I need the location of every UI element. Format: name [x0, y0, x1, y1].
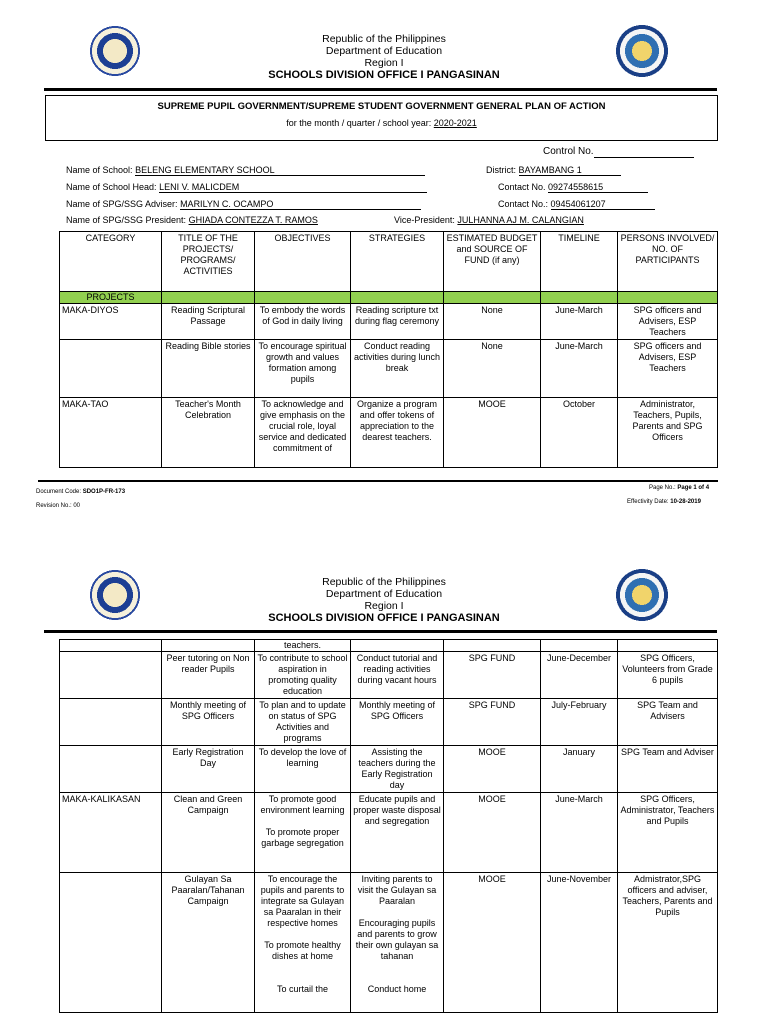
header-rule [44, 88, 717, 91]
header-region: Region I [364, 57, 404, 69]
cell-timeline: June-March [541, 304, 618, 340]
green-cell [618, 292, 718, 304]
letterhead [0, 33, 768, 81]
header-region: Region I [364, 600, 404, 612]
col-header-timeline: TIMELINE [541, 232, 618, 292]
header-republic: Republic of the Philippines [322, 576, 446, 588]
plan-subtitle [46, 118, 717, 128]
cell-budget: MOOE [444, 793, 541, 873]
cell-budget: None [444, 304, 541, 340]
header-rule [44, 630, 717, 633]
cell-budget [444, 640, 541, 652]
col-header-category: CATEGORY [60, 232, 162, 292]
table-row [60, 304, 718, 340]
control-label: Control No. [543, 146, 594, 157]
cell-objectives: To encourage the pupils and parents to integrate sa Gulayan sa Paaralan in their respective homes To promote healthy dishes at home To curtail the [255, 873, 351, 1013]
header-division: SCHOOLS DIVISION OFFICE I PANGASINAN [268, 69, 500, 81]
cell-category: MAKA-TAO [60, 398, 162, 468]
cell-timeline: June-November [541, 873, 618, 1013]
cell-budget: MOOE [444, 398, 541, 468]
green-cell [444, 292, 541, 304]
col-header-strategies: STRATEGIES [351, 232, 444, 292]
green-cell [255, 292, 351, 304]
cell-objectives: To contribute to school aspiration in promoting quality education [255, 652, 351, 699]
adviser-row [66, 199, 421, 210]
cell-objectives: To encourage spiritual growth and values formation among pupils [255, 340, 351, 398]
page-label: Page No.: [649, 485, 678, 491]
cell-budget: SPG FUND [444, 652, 541, 699]
cell-objectives: To acknowledge and give emphasis on the crucial role, loyal service and dedicated commitment of [255, 398, 351, 468]
president-row [66, 215, 318, 225]
vp-value: JULHANNA AJ M. CALANGIAN [457, 215, 584, 225]
cell-persons: SPG Officers, Volunteers from Grade 6 pupils [618, 652, 718, 699]
plan-table-page1 [59, 231, 718, 468]
head-label: Name of School Head: [66, 182, 157, 192]
adviser-value: MARILYN C. OCAMPO [180, 199, 421, 210]
table-row [60, 746, 718, 793]
green-cell [162, 292, 255, 304]
cell-objectives: To plan and to update on status of SPG Activities and programs [255, 699, 351, 746]
cell-timeline: June-December [541, 652, 618, 699]
cell-objectives: To develop the love of learning [255, 746, 351, 793]
green-cell [351, 292, 444, 304]
header-department: Department of Education [325, 45, 443, 57]
president-label: Name of SPG/SSG President: [66, 215, 187, 225]
vp-label: Vice-President: [394, 215, 455, 225]
cell-timeline: July-February [541, 699, 618, 746]
head-value: LENI V. MALICDEM [159, 182, 427, 193]
cell-title: Reading Scriptural Passage [162, 304, 255, 340]
contact2-row [498, 199, 655, 210]
header-division: SCHOOLS DIVISION OFFICE I PANGASINAN [268, 612, 500, 624]
school-head-row [66, 182, 427, 193]
district-label: District: [486, 165, 516, 175]
cell-timeline: June-March [541, 793, 618, 873]
cell-category [60, 873, 162, 1013]
title-box [45, 95, 718, 141]
green-cell [541, 292, 618, 304]
cell-timeline: June-March [541, 340, 618, 398]
cell-persons [618, 640, 718, 652]
school-name-row [66, 165, 425, 176]
president-value: GHIADA CONTEZZA T. RAMOS [188, 215, 318, 225]
cell-title: Monthly meeting of SPG Officers [162, 699, 255, 746]
school-year: 2020-2021 [433, 118, 477, 128]
cell-budget: SPG FUND [444, 699, 541, 746]
subtitle-label: for the month / quarter / school year: [286, 118, 434, 128]
cell-persons: SPG Team and Advisers [618, 699, 718, 746]
contact1-value: 09274558615 [548, 182, 648, 193]
cell-objectives: To promote good environment learning To promote proper garbage segregation [255, 793, 351, 873]
cell-title: Clean and Green Campaign [162, 793, 255, 873]
cell-objectives: To embody the words of God in daily living [255, 304, 351, 340]
cell-strategies [351, 640, 444, 652]
adviser-label: Name of SPG/SSG Adviser: [66, 199, 178, 209]
cell-strategies: Educate pupils and proper waste disposal and segregation [351, 793, 444, 873]
cell-persons: Admistrator,SPG officers and adviser, Teachers, Parents and Pupils [618, 873, 718, 1013]
col-header-objectives: OBJECTIVES [255, 232, 351, 292]
cell-title: Reading Bible stories [162, 340, 255, 398]
cell-strategies: Inviting parents to visit the Gulayan sa Paaralan Encouraging pupils and parents to grow their own gulayan sa tahanan Conduct home [351, 873, 444, 1013]
cell-category [60, 640, 162, 652]
cell-category [60, 746, 162, 793]
cell-strategies: Assisting the teachers during the Early Registration day [351, 746, 444, 793]
cell-persons: SPG officers and Advisers, ESP Teachers [618, 340, 718, 398]
revision-no: Revision No.: 00 [36, 503, 81, 509]
district-row [486, 165, 621, 176]
cell-category: MAKA-KALIKASAN [60, 793, 162, 873]
table-row [60, 699, 718, 746]
cell-budget: None [444, 340, 541, 398]
cell-category: MAKA-DIYOS [60, 304, 162, 340]
cell-budget: MOOE [444, 873, 541, 1013]
cell-category [60, 699, 162, 746]
cell-strategies: Conduct reading activities during lunch break [351, 340, 444, 398]
control-no [543, 146, 694, 158]
col-header-budget: ESTIMATED BUDGET and SOURCE OF FUND (if any) [444, 232, 541, 292]
table-row [60, 793, 718, 873]
document-page-2 [0, 540, 768, 1024]
cell-title: Early Registration Day [162, 746, 255, 793]
contact1-label: Contact No. [498, 182, 546, 192]
footer-rule [38, 480, 718, 482]
cell-title: Peer tutoring on Non reader Pupils [162, 652, 255, 699]
cell-title: Teacher's Month Celebration [162, 398, 255, 468]
letterhead [0, 576, 768, 624]
projects-label: PROJECTS [60, 292, 162, 304]
contact2-label: Contact No.: [498, 199, 549, 209]
cell-persons: SPG officers and Advisers, ESP Teachers [618, 304, 718, 340]
eff-label: Effectivity Date: [627, 499, 671, 505]
col-header-title: TITLE OF THE PROJECTS/ PROGRAMS/ ACTIVITIES [162, 232, 255, 292]
eff-value: 10-28-2019 [670, 499, 701, 505]
cell-budget: MOOE [444, 746, 541, 793]
cell-strategies: Organize a program and offer tokens of appreciation to the dearest teachers. [351, 398, 444, 468]
district-value: BAYAMBANG 1 [519, 165, 621, 176]
cell-objectives: teachers. [255, 640, 351, 652]
contact1-row [498, 182, 648, 193]
cell-timeline: October [541, 398, 618, 468]
doc-code [36, 489, 125, 495]
table-row [60, 640, 718, 652]
table-row [60, 652, 718, 699]
doc-code-label: Document Code: [36, 489, 83, 495]
table-row [60, 340, 718, 398]
contact2-value: 09454061207 [551, 199, 655, 210]
control-no-blank [594, 146, 694, 158]
cell-strategies: Conduct tutorial and reading activities during vacant hours [351, 652, 444, 699]
col-header-persons: PERSONS INVOLVED/ NO. OF PARTICIPANTS [618, 232, 718, 292]
doc-code-value: SDO1P-FR-173 [82, 489, 126, 495]
projects-row [60, 292, 718, 304]
cell-category [60, 652, 162, 699]
vice-president-row [394, 215, 584, 225]
cell-persons: Administrator, Teachers, Pupils, Parents and SPG Officers [618, 398, 718, 468]
cell-persons: SPG Officers, Administrator, Teachers and Pupils [618, 793, 718, 873]
cell-timeline: January [541, 746, 618, 793]
plan-table-page2 [59, 639, 718, 1013]
cell-category [60, 340, 162, 398]
cell-strategies: Monthly meeting of SPG Officers [351, 699, 444, 746]
page-value: Page 1 of 4 [677, 485, 710, 491]
page-no [649, 485, 709, 491]
plan-title: SUPREME PUPIL GOVERNMENT/SUPREME STUDENT GOVERNMENT GENERAL PLAN OF ACTION [157, 101, 606, 112]
cell-title [162, 640, 255, 652]
school-value: BELENG ELEMENTARY SCHOOL [135, 165, 425, 176]
effectivity-date [627, 499, 701, 505]
table-header-row [60, 232, 718, 292]
cell-timeline [541, 640, 618, 652]
cell-title: Gulayan Sa Paaralan/Tahanan Campaign [162, 873, 255, 1013]
header-republic: Republic of the Philippines [322, 33, 446, 45]
cell-persons: SPG Team and Adviser [618, 746, 718, 793]
table-row [60, 873, 718, 1013]
cell-strategies: Reading scripture txt during flag ceremony [351, 304, 444, 340]
table-row [60, 398, 718, 468]
school-label: Name of School: [66, 165, 133, 175]
header-department: Department of Education [325, 588, 443, 600]
